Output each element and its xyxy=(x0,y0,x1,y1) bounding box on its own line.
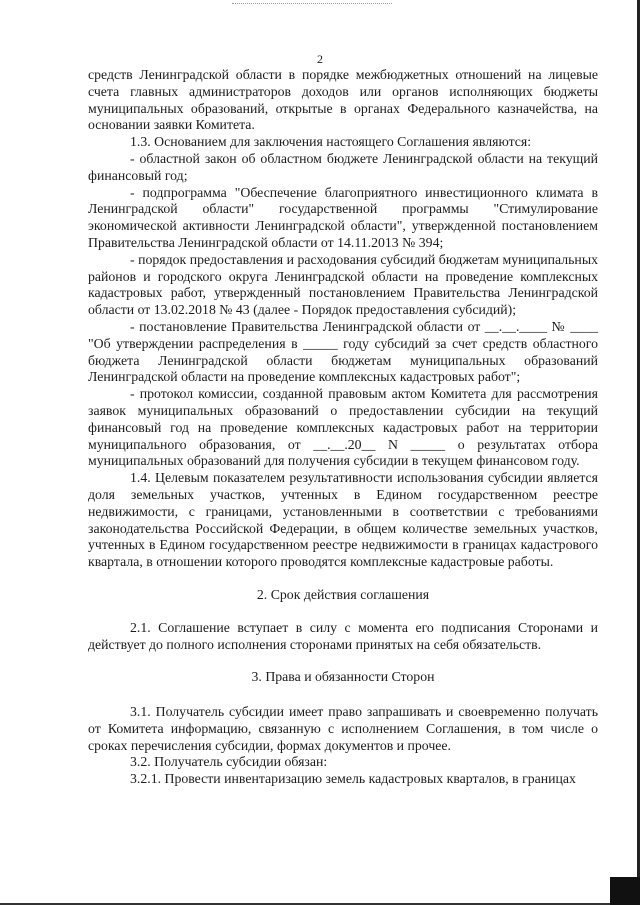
paragraph-3-2-1: 3.2.1. Провести инвентаризацию земель кадастровых кварталов, в границах xyxy=(130,771,576,787)
paragraph-subsidy-procedure: - порядок предоставления и расходования субсидий бюджетам муниципальных районов и городского округа Ленинградской области на проведение комплексных кадастровых работ, утвержденный постановлением Правительства Ленинградской области от 13.02.2018 № 43 (далее - Порядок предоставления субсидий); xyxy=(88,251,598,318)
paragraph-1-4: 1.4. Целевым показателем результативности использования субсидии является доля земельных участков, учтенных в Едином государственном реестре недвижимости, с границами, установленными в соответствии с требованиями законодательства Российской Федерации, в общем количестве земельных участков, учтенных в Едином государственном реестре недвижимости в границах кадастрового квартала, в отношении которого проводятся комплексные кадастровые работы. xyxy=(88,470,598,570)
paragraph-2-1: 2.1. Соглашение вступает в силу с момента его подписания Сторонами и действует до полного исполнения сторонами принятых на себя обязательств. xyxy=(88,619,598,652)
section-heading-3: 3. Права и обязанности Сторон xyxy=(251,669,435,685)
paragraph-3-1: 3.1. Получатель субсидии имеет право запрашивать и своевременно получать от Комитета информацию, связанную с исполнением Соглашения, в том числе о сроках перечисления субсидии, формах документов и прочее. xyxy=(88,704,598,753)
paragraph-government-decree: - постановление Правительства Ленинградской области от __.__.____ № ____ "Об утверждении распределения в _____ году субсидий за счет средств областного бюджета Ленинградской области бюджетам муниципальных образований Ленинградской области на проведение комплексных кадастровых работ"; xyxy=(88,318,598,385)
paragraph-subprogram: - подпрограмма "Обеспечение благоприятного инвестиционного климата в Ленинградской области" государственной программы "Стимулирование экономической активности Ленинградской области", утвержденной постановлением Правительства Ленинградской области от 14.11.2013 № 394; xyxy=(88,184,598,250)
paragraph-1-3: 1.3. Основанием для заключения настоящего Соглашения являются: xyxy=(130,134,532,150)
paragraph-3-2: 3.2. Получатель субсидии обязан: xyxy=(130,754,328,770)
page-number: 2 xyxy=(317,52,323,66)
scan-corner-shadow xyxy=(610,877,640,905)
section-heading-2: 2. Срок действия соглашения xyxy=(256,586,430,602)
document-body xyxy=(88,67,598,788)
paragraph-regional-law: - областной закон об областном бюджете Ленинградской области на текущий финансовый год; xyxy=(88,150,598,183)
paragraph-continuation: средств Ленинградской области в порядке межбюджетных отношений на лицевые счета главных администраторов доходов или органов исполняющих бюджеты муниципальных образований, открытые в органах Федерального казначейства, на основании заявки Комитета. xyxy=(88,67,598,133)
paragraph-commission-protocol: - протокол комиссии, созданной правовым актом Комитета для рассмотрения заявок муниципальных образований о предоставлении субсидии на текущий финансовый год на проведение комплексных кадастровых работ на территории муниципального образования, от __.__.20__ N _____ о результатах отбора муниципальных образований для получения субсидии в текущем финансовом году. xyxy=(88,386,598,469)
scan-top-mark xyxy=(232,3,392,4)
